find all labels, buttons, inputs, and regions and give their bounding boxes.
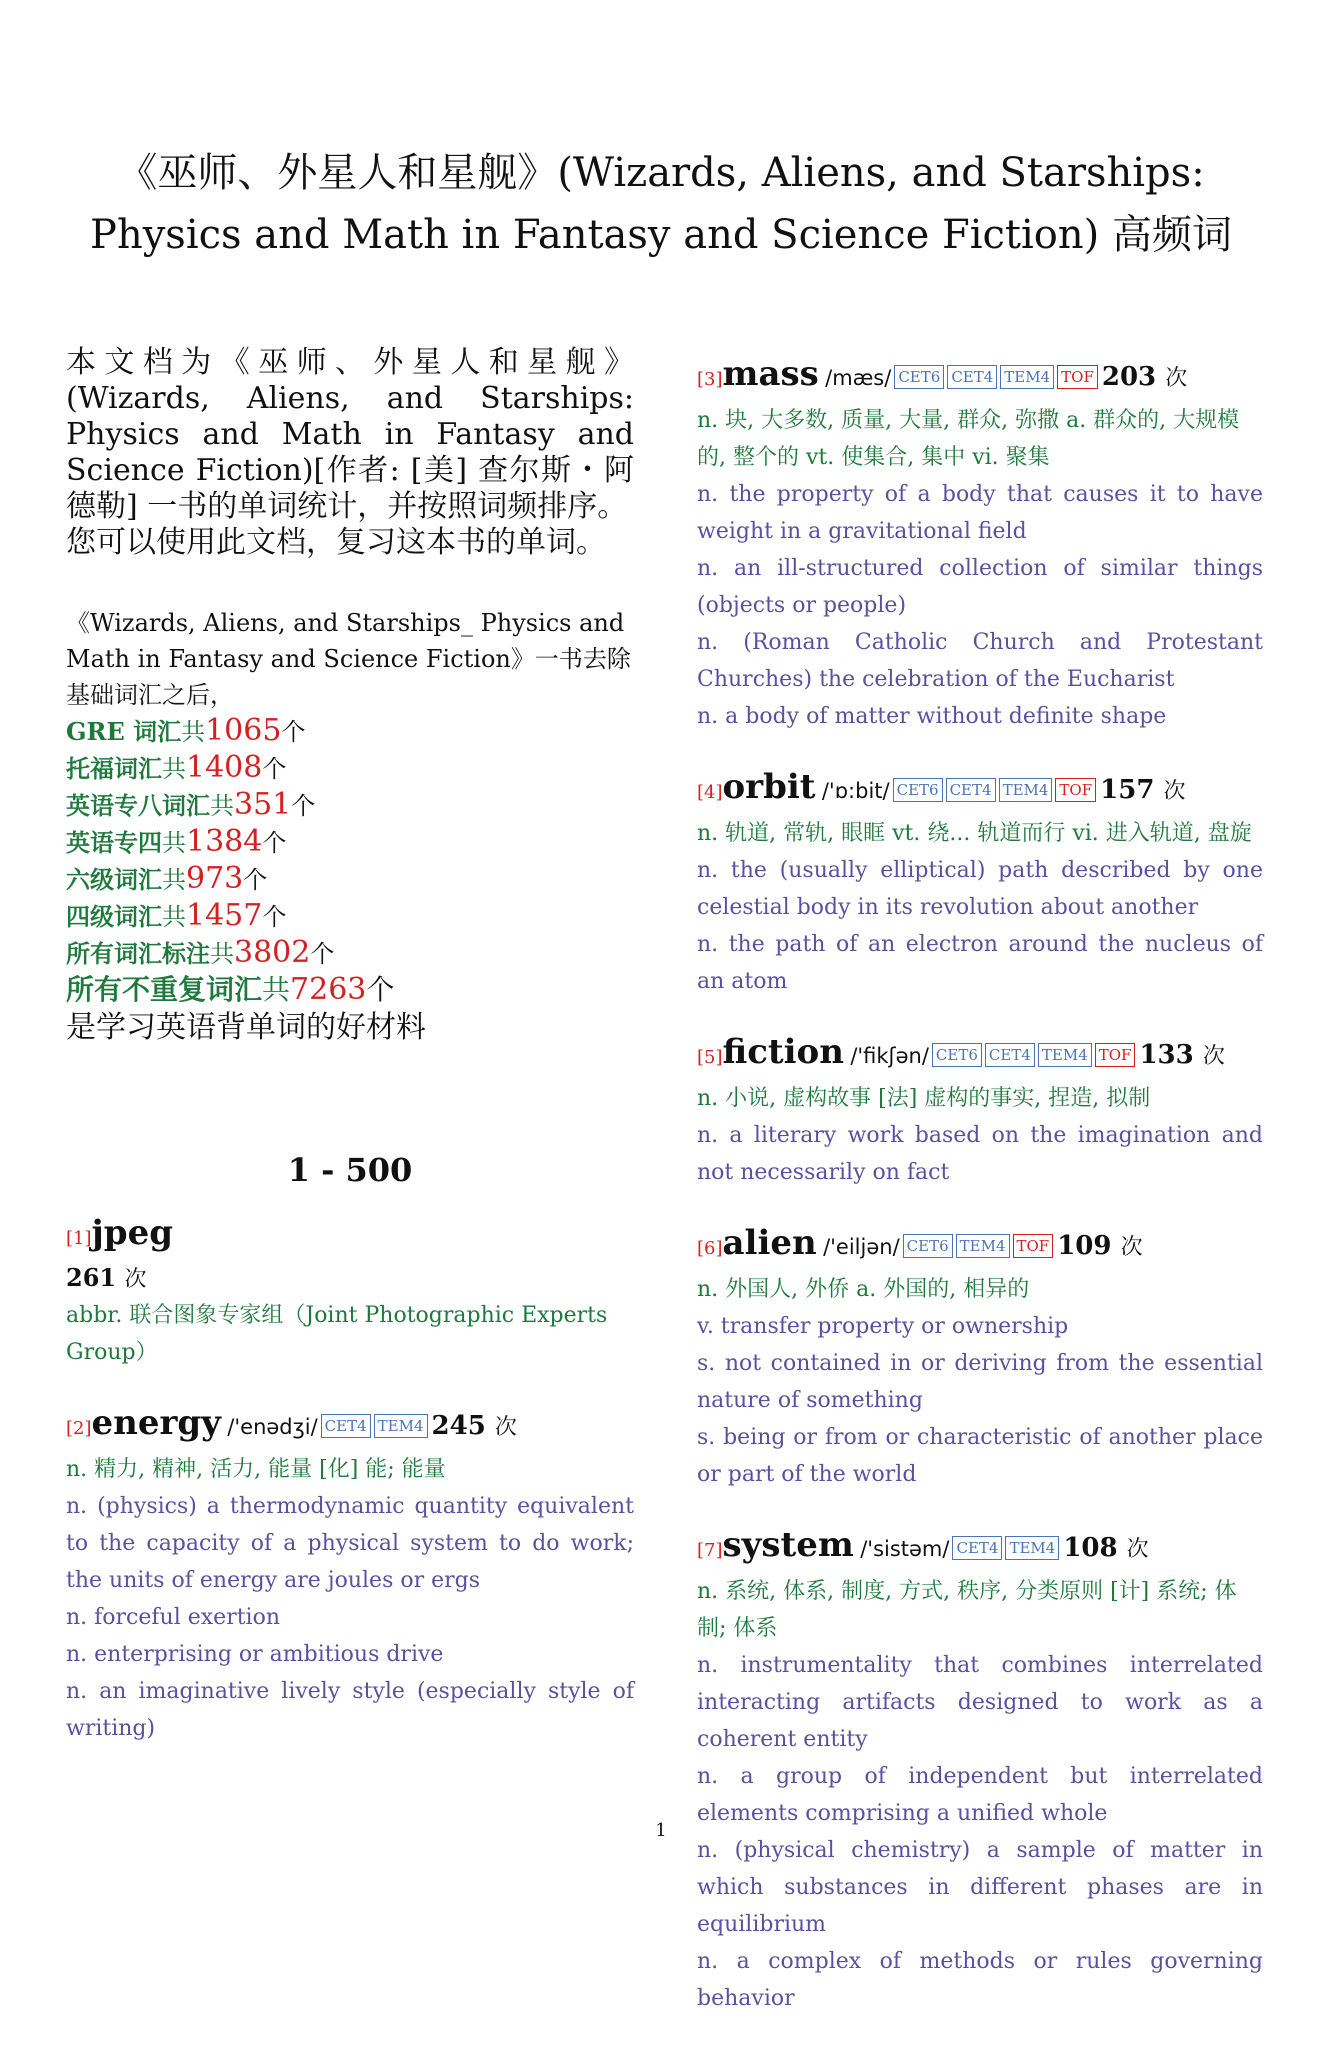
stats-lead: 《Wizards, Aliens, and Starships_ Physics and Math in Fantasy and Science Fiction》一书去除基础词汇之后， <box>66 609 631 709</box>
stat-label: 英语专八词汇共 <box>66 791 234 820</box>
level-tag: TOF <box>1055 778 1096 802</box>
definition-cn: abbr. 联合图象专家组（Joint Photographic Experts Group） <box>66 1303 608 1365</box>
stat-label: 托福词汇共 <box>66 754 186 783</box>
definition-cn: n. 小说, 虚构故事 [法] 虚构的事实, 捏造, 拟制 <box>697 1086 1151 1111</box>
definition-en: n. (physics) a thermodynamic quantity equivalent to the capacity of a physical system to do work; the units of energy are joules or ergs <box>66 1494 634 1593</box>
stat-count: 1408 <box>186 750 263 785</box>
stat-count: 1457 <box>186 898 263 933</box>
level-tag: TEM4 <box>999 778 1053 802</box>
stat-suffix: 共 <box>162 829 186 857</box>
level-tag: CET4 <box>985 1043 1035 1067</box>
stat-suffix: 共 <box>262 973 291 1006</box>
level-tag: TEM4 <box>1000 365 1054 389</box>
intro-block <box>66 345 634 561</box>
definition-en: n. instrumentality that combines interrelated interacting artifacts designed to work as a coherent entity <box>697 1653 1263 1752</box>
definition-en: n. the path of an electron around the nucleus of an atom <box>697 932 1263 994</box>
level-tag: CET4 <box>952 1536 1002 1560</box>
entry-head <box>697 352 1263 402</box>
level-tag: CET4 <box>947 365 997 389</box>
definition-en: v. transfer property or ownership <box>697 1314 1069 1339</box>
stats-tail: 是学习英语背单词的好材料 <box>66 1010 426 1045</box>
entry-head <box>66 1401 634 1451</box>
stat-unit: 个 <box>281 718 306 746</box>
stat-suffix: 共 <box>162 866 186 894</box>
stats-summary <box>66 605 634 1047</box>
stat-line <box>66 861 634 898</box>
stat-suffix: 共 <box>162 903 186 931</box>
stat-line <box>66 750 634 787</box>
entry-frequency: 133 次 <box>1139 1040 1225 1070</box>
stat-count: 7263 <box>290 972 367 1007</box>
entry-head <box>66 1211 634 1261</box>
level-tag: CET6 <box>932 1043 982 1067</box>
level-tag: CET4 <box>946 778 996 802</box>
stat-suffix: 共 <box>210 792 234 820</box>
stat-line <box>66 898 634 935</box>
definition-en: s. not contained in or deriving from the essential nature of something <box>697 1351 1263 1413</box>
stat-line <box>66 972 634 1009</box>
stat-unit: 个 <box>366 973 395 1006</box>
entry-frequency: 109 次 <box>1057 1231 1143 1261</box>
level-tag: TEM4 <box>1005 1536 1059 1560</box>
entry-frequency: 245 次 <box>431 1411 517 1441</box>
level-tag: TEM4 <box>1038 1043 1092 1067</box>
definition-en: n. forceful exertion <box>66 1605 280 1630</box>
definition-cn: n. 系统, 体系, 制度, 方式, 秩序, 分类原则 [计] 系统; 体制; 体系 <box>697 1579 1237 1641</box>
word-entry <box>697 765 1263 1000</box>
level-tag: TOF <box>1095 1043 1136 1067</box>
entry-phonetic: /'eiljən/ <box>823 1235 900 1259</box>
stat-line <box>66 824 634 861</box>
word-entry <box>697 1221 1263 1493</box>
entry-head <box>697 1221 1263 1271</box>
entry-frequency: 203 次 <box>1101 362 1188 392</box>
entry-word: system <box>722 1525 854 1565</box>
definition-en: n. a group of independent but interrelated elements comprising a unified whole <box>697 1764 1263 1826</box>
definition-en: n. a complex of methods or rules governing behavior <box>697 1949 1263 2011</box>
entry-index: [3] <box>697 369 723 390</box>
range-heading: 1 - 500 <box>287 1151 413 1189</box>
level-tag: CET6 <box>894 365 944 389</box>
definition-en: n. a literary work based on the imagination and not necessarily on fact <box>697 1123 1263 1185</box>
definition-cn: n. 轨道, 常轨, 眼眶 vt. 绕... 轨道而行 vi. 进入轨道, 盘旋 <box>697 821 1252 846</box>
word-entry <box>66 1211 634 1371</box>
definition-en: n. an ill-structured collection of similar things (objects or people) <box>697 556 1263 618</box>
entry-phonetic: /'sistəm/ <box>860 1537 950 1561</box>
entry-head <box>697 1523 1263 1573</box>
word-entry <box>697 1523 1263 2017</box>
stat-unit: 个 <box>262 755 287 783</box>
entry-index: [6] <box>697 1238 723 1259</box>
stat-count: 973 <box>186 861 244 896</box>
entry-frequency: 261 次 <box>66 1263 147 1292</box>
stat-suffix: 共 <box>162 755 186 783</box>
entry-index: [4] <box>697 782 723 803</box>
entry-phonetic: /mæs/ <box>825 366 892 390</box>
entry-head <box>697 765 1263 815</box>
stat-label: 英语专四共 <box>66 828 186 857</box>
left-column <box>66 345 634 1777</box>
entry-word: alien <box>722 1223 817 1263</box>
entry-head <box>697 1030 1263 1080</box>
entries-left <box>66 1211 634 1747</box>
entry-word: fiction <box>722 1032 844 1072</box>
level-tag: CET6 <box>893 778 943 802</box>
page-number: 1 <box>655 1820 667 1841</box>
entry-index: [5] <box>697 1047 723 1068</box>
entry-index: [7] <box>697 1540 723 1561</box>
stat-unit: 个 <box>262 829 287 857</box>
entry-word: mass <box>722 354 819 394</box>
level-tag: TEM4 <box>956 1234 1010 1258</box>
frequency-unit: 次 <box>1202 1044 1225 1069</box>
stat-suffix: 共 <box>210 940 234 968</box>
frequency-unit: 次 <box>1126 1537 1149 1562</box>
stat-line <box>66 787 634 824</box>
stat-count: 351 <box>234 787 292 822</box>
level-tag: CET6 <box>903 1234 953 1258</box>
entry-index: [2] <box>66 1418 92 1439</box>
definition-cn: n. 块, 大多数, 质量, 大量, 群众, 弥撒 a. 群众的, 大规模的, 整个的 vt. 使集合, 集中 vi. 聚集 <box>697 408 1240 470</box>
level-tag: CET4 <box>321 1414 371 1438</box>
stat-count: 3802 <box>234 935 311 970</box>
stat-unit: 个 <box>243 866 268 894</box>
stat-label: 四级词汇共 <box>66 902 186 931</box>
stat-label: 所有不重复词汇共 <box>66 973 291 1006</box>
entry-phonetic: /'fikʃən/ <box>850 1044 929 1068</box>
word-entry <box>66 1401 634 1747</box>
stat-label: GRE 词汇共 <box>66 717 206 746</box>
frequency-unit: 次 <box>1163 779 1186 804</box>
frequency-unit: 次 <box>1165 366 1188 391</box>
stats-list <box>66 713 634 1009</box>
definition-cn: n. 精力, 精神, 活力, 能量 [化] 能; 能量 <box>66 1457 446 1482</box>
entry-frequency: 108 次 <box>1063 1533 1149 1563</box>
level-tag: TOF <box>1057 365 1098 389</box>
entry-word: orbit <box>722 767 816 807</box>
intro-paragraph: 本文档为《巫师、外星人和星舰》(Wizards, Aliens, and Starships: Physics and Math in Fantasy and Science Fiction)[作者: [美] 查尔斯・阿德勒] 一书的单词统计，并按照词频排序。 <box>66 345 634 524</box>
stat-unit: 个 <box>291 792 316 820</box>
entry-frequency: 157 次 <box>1100 775 1186 805</box>
entry-phonetic: /'enədʒi/ <box>227 1415 318 1439</box>
stat-count: 1065 <box>205 713 282 748</box>
stat-label: 所有词汇标注共 <box>66 939 234 968</box>
intro-paragraph: 您可以使用此文档，复习这本书的单词。 <box>66 525 606 560</box>
definition-en: n. the property of a body that causes it to have weight in a gravitational field <box>697 482 1263 544</box>
stat-line <box>66 935 634 972</box>
stat-unit: 个 <box>262 903 287 931</box>
definition-en: n. an imaginative lively style (especially style of writing) <box>66 1679 634 1741</box>
stat-count: 1384 <box>186 824 263 859</box>
entry-word: energy <box>91 1403 221 1443</box>
right-column <box>697 352 1263 2047</box>
definition-en: s. being or from or characteristic of another place or part of the world <box>697 1425 1263 1487</box>
entry-phonetic: /'ɒ:bit/ <box>821 779 890 803</box>
level-tag: TEM4 <box>374 1414 428 1438</box>
entries-right <box>697 352 1263 2017</box>
frequency-unit: 次 <box>494 1415 517 1440</box>
stat-suffix: 共 <box>181 718 206 746</box>
entry-index: [1] <box>66 1228 92 1249</box>
definition-cn: n. 外国人, 外侨 a. 外国的, 相异的 <box>697 1277 1030 1302</box>
frequency-unit: 次 <box>1120 1235 1143 1260</box>
definition-en: n. (Roman Catholic Church and Protestant Churches) the celebration of the Eucharist <box>697 630 1263 692</box>
definition-en: n. the (usually elliptical) path described by one celestial body in its revolution about another <box>697 858 1263 920</box>
stat-label: 六级词汇共 <box>66 865 186 894</box>
word-entry <box>697 1030 1263 1191</box>
page-title: 《巫师、外星人和星舰》(Wizards, Aliens, and Starships: Physics and Math in Fantasy and Science Fiction) 高频词 <box>90 150 1232 258</box>
stat-line <box>66 713 634 750</box>
stat-unit: 个 <box>310 940 335 968</box>
definition-en: n. a body of matter without definite shape <box>697 704 1167 729</box>
frequency-unit: 次 <box>124 1267 147 1292</box>
level-tag: TOF <box>1013 1234 1054 1258</box>
entry-word: jpeg <box>91 1213 173 1253</box>
word-entry <box>697 352 1263 735</box>
definition-en: n. enterprising or ambitious drive <box>66 1642 444 1667</box>
definition-en: n. (physical chemistry) a sample of matter in which substances in different phases are in equilibrium <box>697 1838 1263 1937</box>
